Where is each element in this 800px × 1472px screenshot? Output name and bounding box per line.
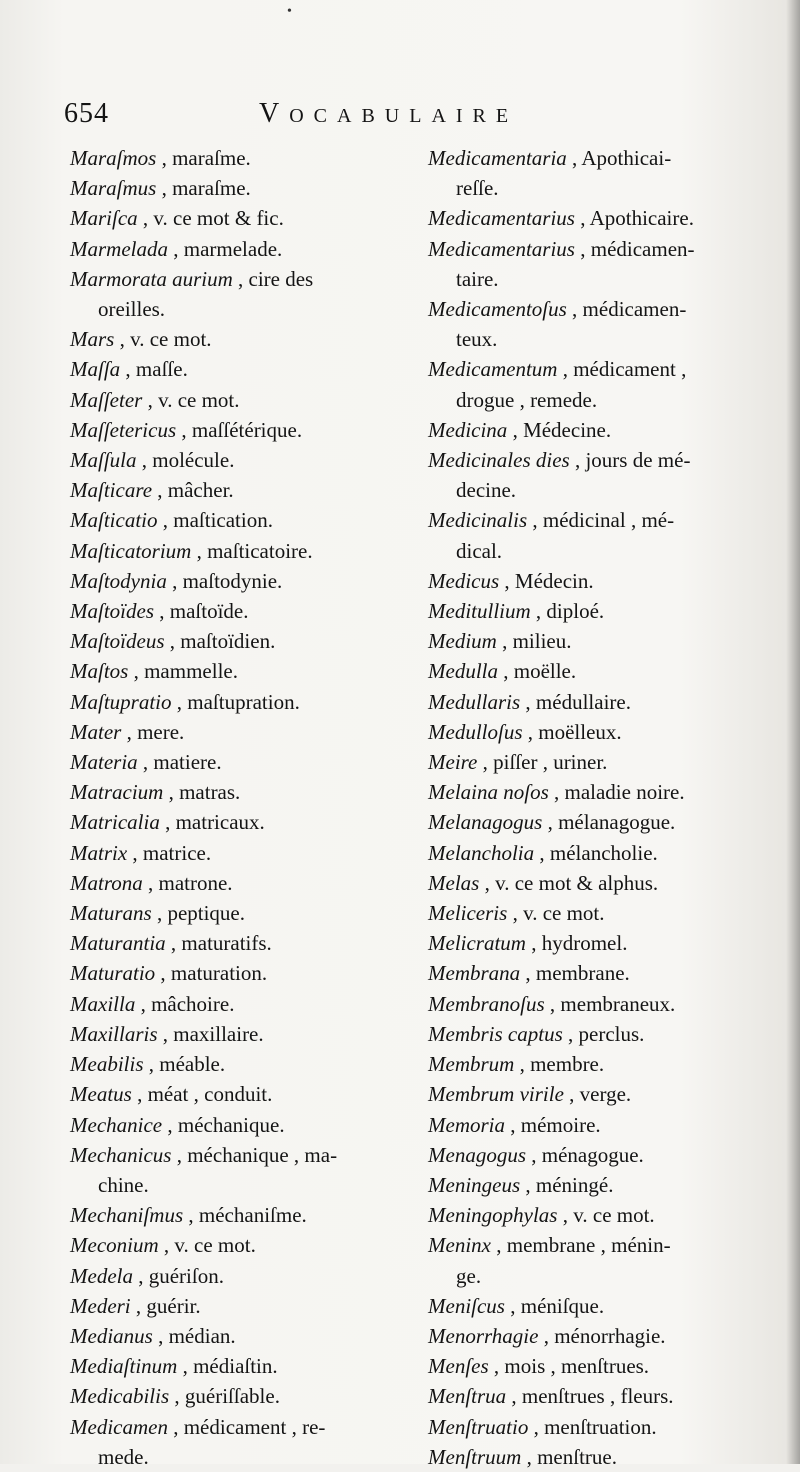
left-column <box>70 143 410 1472</box>
entry-definition: , médiaſtin. <box>177 1354 278 1379</box>
dictionary-entry <box>428 868 773 898</box>
entry-headword: Maraſmos <box>70 146 157 170</box>
entry-headword: Mediaſtinum <box>70 1354 178 1379</box>
entry-definition: , médicament , <box>557 357 687 382</box>
entry-headword: Medicamentarius <box>428 236 575 261</box>
dictionary-entry <box>428 1230 773 1260</box>
entry-definition: , mélancholie. <box>534 840 658 865</box>
entry-headword: Menorrhagie <box>428 1323 539 1348</box>
entry-headword: Maſſula <box>70 448 137 473</box>
dictionary-entry <box>70 324 410 354</box>
dictionary-entry <box>70 1351 410 1381</box>
entry-definition: , maturatifs. <box>165 931 272 956</box>
entry-definition: , peptique. <box>151 901 245 926</box>
entry-definition: , maladie noire. <box>548 780 685 805</box>
dictionary-entry <box>428 143 773 173</box>
entry-headword: Maſtoïdes <box>70 599 154 624</box>
dictionary-entry <box>428 898 773 928</box>
entry-headword: Maſticatio <box>70 508 158 533</box>
entry-headword: Melancholia <box>428 840 535 865</box>
dictionary-entry <box>70 1412 410 1442</box>
dictionary-entry <box>70 1200 410 1230</box>
dictionary-entry <box>428 354 773 384</box>
entry-headword: Marmorata aurium <box>70 266 233 291</box>
entry-definition: , méningé. <box>520 1172 614 1197</box>
entry-definition: , guériſon. <box>132 1263 224 1288</box>
entry-definition: , perclus. <box>562 1021 645 1046</box>
dictionary-entry <box>70 1079 410 1109</box>
entry-definition: , maſtoïdien. <box>164 629 276 654</box>
entry-continuation: reſſe. <box>456 176 499 201</box>
dictionary-entry <box>428 445 773 475</box>
entry-continuation: drogue , remede. <box>456 387 598 412</box>
entry-definition: , membrane. <box>520 961 630 986</box>
entry-definition: , médicinal , mé- <box>527 508 675 533</box>
entry-definition: , matricaux. <box>159 810 265 835</box>
entry-definition: , méchanique , ma- <box>171 1142 338 1167</box>
entry-headword: Meningeus <box>428 1172 521 1197</box>
entry-headword: Meningophylas <box>428 1203 558 1228</box>
entry-headword: Meabilis <box>70 1052 144 1077</box>
entry-headword: Meninx <box>428 1233 491 1258</box>
entry-headword: Menagogus <box>428 1142 526 1167</box>
entry-headword: Matrix <box>70 840 128 865</box>
entry-headword: Medela <box>70 1263 133 1288</box>
entry-headword: Maſticatorium <box>70 538 192 563</box>
entry-headword: Menſes <box>428 1354 489 1379</box>
entry-headword: Menſtruatio <box>428 1414 529 1439</box>
entry-headword: Mars <box>70 327 115 352</box>
dictionary-entry <box>428 415 773 445</box>
entry-definition: , mere. <box>121 719 185 744</box>
entry-continuation: mede. <box>98 1444 149 1469</box>
entry-headword: Medullaris <box>428 689 521 714</box>
entry-headword: Maſtos <box>70 659 129 684</box>
entry-definition: , maraſme. <box>156 176 251 201</box>
dictionary-entry <box>428 234 773 264</box>
dictionary-entry <box>70 596 410 626</box>
entry-definition: , méchaniſme. <box>183 1203 307 1228</box>
page-number: 654 <box>64 98 109 129</box>
entry-headword: Maſtupratio <box>70 689 172 714</box>
entry-definition: , milieu. <box>496 629 572 654</box>
entry-definition: , cire des <box>232 266 314 291</box>
entry-headword: Maſſetericus <box>70 417 177 442</box>
dictionary-entry <box>70 234 410 264</box>
entry-definition: , maxillaire. <box>157 1021 264 1046</box>
dictionary-entry <box>70 747 410 777</box>
dictionary-entry <box>70 626 410 656</box>
entry-definition: , mémoire. <box>505 1112 601 1137</box>
entry-definition: , médicamen- <box>574 236 695 261</box>
dictionary-entry <box>428 1291 773 1321</box>
entry-continuation: dical. <box>456 538 503 563</box>
entry-definition: , moëlleux. <box>522 719 622 744</box>
entry-headword: Materia <box>70 750 138 775</box>
dictionary-entry <box>70 1261 410 1291</box>
entry-continuation: chine. <box>98 1172 149 1197</box>
dictionary-entry <box>428 807 773 837</box>
dictionary-entry <box>70 1230 410 1260</box>
entry-definition: , mélanagogue. <box>542 810 676 835</box>
entry-definition: , matiere. <box>137 750 222 775</box>
entry-headword: Maraſmus <box>70 176 157 201</box>
entry-headword: Maſſeter <box>70 387 143 412</box>
dictionary-entry <box>428 656 773 686</box>
entry-definition: , méat , conduit. <box>131 1082 273 1107</box>
entry-definition: , guériſſable. <box>169 1384 280 1409</box>
dictionary-entry <box>70 536 410 566</box>
entry-headword: Meconium <box>70 1233 159 1258</box>
entry-definition: , verge. <box>563 1082 632 1107</box>
dictionary-entry <box>70 807 410 837</box>
entry-headword: Mechanicus <box>70 1142 172 1167</box>
entry-headword: Medicabilis <box>70 1384 170 1409</box>
entry-definition: , méable. <box>143 1052 226 1077</box>
entry-definition: , menſtrues , fleurs. <box>506 1384 674 1409</box>
entry-headword: Maſticare <box>70 478 153 503</box>
running-title: Vocabulaire <box>259 98 519 129</box>
page-header <box>64 98 584 138</box>
entry-headword: Matrona <box>70 870 143 895</box>
top-dot-ornament: • <box>287 4 292 19</box>
entry-headword: Meniſcus <box>428 1293 505 1318</box>
entry-definition: , médicament , re- <box>167 1414 326 1439</box>
entry-headword: Maſtoïdeus <box>70 629 165 654</box>
entry-definition: , membrane , ménin- <box>490 1233 671 1258</box>
dictionary-entry <box>70 1140 410 1170</box>
dictionary-entry <box>428 1110 773 1140</box>
entry-headword: Medicamentoſus <box>428 297 567 322</box>
entry-headword: Medulla <box>428 659 498 684</box>
entry-definition: , Médecin. <box>499 568 594 593</box>
dictionary-entry <box>70 173 410 203</box>
entry-definition: , marmelade. <box>168 236 283 261</box>
entry-definition: , mois , menſtrues. <box>488 1354 650 1379</box>
entry-headword: Maxilla <box>70 991 136 1016</box>
entry-headword: Maturantia <box>70 931 166 956</box>
entry-definition: , v. ce mot. <box>557 1203 655 1228</box>
entry-continuation: ge. <box>456 1263 482 1288</box>
dictionary-entry <box>428 505 773 535</box>
entry-headword: Medicamen <box>70 1414 168 1439</box>
dictionary-entry <box>70 1321 410 1351</box>
entry-headword: Melanagogus <box>428 810 543 835</box>
entry-definition: , maſtupration. <box>171 689 300 714</box>
entry-headword: Matracium <box>70 780 164 805</box>
dictionary-entry <box>70 143 410 173</box>
entry-definition: , v. ce mot. <box>142 387 240 412</box>
dictionary-entry <box>70 898 410 928</box>
dictionary-entry <box>70 1019 410 1049</box>
dictionary-entry <box>428 928 773 958</box>
dictionary-entry <box>428 1351 773 1381</box>
dictionary-entry <box>70 505 410 535</box>
entry-definition: , diploé. <box>530 599 605 624</box>
dictionary-entry <box>70 989 410 1019</box>
entry-definition: , Médecine. <box>507 417 612 442</box>
entry-headword: Membrum virile <box>428 1082 564 1107</box>
entry-definition: , molécule. <box>136 448 235 473</box>
entry-definition: , v. ce mot. <box>158 1233 256 1258</box>
dictionary-entry <box>428 747 773 777</box>
entry-headword: Medicina <box>428 417 508 442</box>
dictionary-entry <box>428 1170 773 1200</box>
entry-definition: , médullaire. <box>520 689 631 714</box>
entry-definition: , maſtoïde. <box>154 599 249 624</box>
dictionary-entry <box>70 445 410 475</box>
entry-definition: , matrone. <box>142 870 233 895</box>
dictionary-entry <box>428 838 773 868</box>
entry-definition: , méchanique. <box>162 1112 285 1137</box>
entry-definition: , jours de mé- <box>569 448 691 473</box>
entry-headword: Mechaniſmus <box>70 1203 184 1228</box>
entry-definition: , Apothicaire. <box>574 206 694 231</box>
dictionary-entry <box>70 1291 410 1321</box>
dictionary-entry <box>428 1200 773 1230</box>
entry-definition: , mammelle. <box>128 659 238 684</box>
entry-headword: Medicamentaria <box>428 146 567 170</box>
entry-headword: Menſtruum <box>428 1444 522 1469</box>
dictionary-entry <box>70 475 410 505</box>
entry-definition: , maſtication. <box>157 508 273 533</box>
entry-headword: Memoria <box>428 1112 505 1137</box>
entry-definition: , membraneux. <box>544 991 676 1016</box>
entry-definition: , guérir. <box>130 1293 201 1318</box>
dictionary-entry <box>428 626 773 656</box>
entry-definition: , maſſétérique. <box>176 417 303 442</box>
dictionary-entry <box>70 958 410 988</box>
dictionary-entry <box>428 1321 773 1351</box>
dictionary-entry <box>428 1442 773 1472</box>
dictionary-entry <box>428 1381 773 1411</box>
entry-definition: , v. ce mot & alphus. <box>479 870 659 895</box>
entry-definition: , ménagogue. <box>526 1142 644 1167</box>
entry-definition: , menſtrue. <box>521 1444 617 1469</box>
entry-headword: Medulloſus <box>428 719 523 744</box>
entry-definition: , piſſer , uriner. <box>477 750 608 775</box>
dictionary-entry <box>70 203 410 233</box>
entry-definition: , hydromel. <box>525 931 628 956</box>
entry-definition: , maſſe. <box>120 357 188 382</box>
entry-definition: , maturation. <box>155 961 268 986</box>
dictionary-entry <box>428 1019 773 1049</box>
entry-definition: , mâchoire. <box>135 991 235 1016</box>
dictionary-entry <box>428 717 773 747</box>
entry-definition: , maſticatoire. <box>191 538 313 563</box>
right-column <box>428 143 773 1472</box>
entry-headword: Maxillaris <box>70 1021 158 1046</box>
dictionary-entry <box>428 1079 773 1109</box>
dictionary-entry <box>70 264 410 294</box>
dictionary-entry <box>428 777 773 807</box>
entry-headword: Medicamentarius <box>428 206 575 231</box>
entry-headword: Matricalia <box>70 810 160 835</box>
entry-definition: , méniſque. <box>504 1293 605 1318</box>
entry-definition: , v. ce mot. <box>507 901 605 926</box>
dictionary-entry <box>70 385 410 415</box>
dictionary-entry <box>70 717 410 747</box>
entry-headword: Menſtrua <box>428 1384 507 1409</box>
dictionary-entry <box>70 838 410 868</box>
entry-definition: , maſtodynie. <box>166 568 283 593</box>
dictionary-entry <box>70 868 410 898</box>
entry-headword: Maſtodynia <box>70 568 167 593</box>
entry-continuation: teux. <box>456 327 498 352</box>
entry-headword: Medianus <box>70 1323 153 1348</box>
entry-definition: , matras. <box>163 780 241 805</box>
page-edge-shadow <box>786 0 800 1464</box>
dictionary-entry <box>70 415 410 445</box>
entry-headword: Medicus <box>428 568 500 593</box>
entry-headword: Meatus <box>70 1082 132 1107</box>
entry-definition: , matrice. <box>127 840 212 865</box>
entry-definition: , Apothicai- <box>566 146 672 170</box>
entry-headword: Mechanice <box>70 1112 163 1137</box>
dictionary-entry <box>70 566 410 596</box>
entry-headword: Membranoſus <box>428 991 545 1016</box>
dictionary-entry <box>70 656 410 686</box>
dictionary-entry <box>428 596 773 626</box>
entry-headword: Medicamentum <box>428 357 558 382</box>
dictionary-entry <box>428 294 773 324</box>
entry-headword: Medicinalis <box>428 508 528 533</box>
dictionary-entry <box>428 687 773 717</box>
entry-headword: Marmelada <box>70 236 168 261</box>
entry-headword: Membrana <box>428 961 521 986</box>
entry-headword: Membris captus <box>428 1021 563 1046</box>
dictionary-entry <box>70 354 410 384</box>
dictionary-entry <box>428 1049 773 1079</box>
entry-headword: Mederi <box>70 1293 131 1318</box>
dictionary-entry <box>70 687 410 717</box>
entry-headword: Melas <box>428 870 480 895</box>
entry-definition: , mâcher. <box>152 478 234 503</box>
entry-headword: Mariſca <box>70 206 138 231</box>
dictionary-entry <box>428 1140 773 1170</box>
entry-headword: Mater <box>70 719 122 744</box>
dictionary-entry <box>428 566 773 596</box>
entry-continuation: decine. <box>456 478 517 503</box>
dictionary-entry <box>70 777 410 807</box>
entry-headword: Maſſa <box>70 357 121 382</box>
dictionary-entry <box>428 1412 773 1442</box>
entry-headword: Maturans <box>70 901 152 926</box>
entry-definition: , médicamen- <box>566 297 687 322</box>
dictionary-entry <box>70 1110 410 1140</box>
entry-headword: Melicratum <box>428 931 526 956</box>
entry-continuation: taire. <box>456 266 499 291</box>
entry-headword: Membrum <box>428 1052 515 1077</box>
dictionary-entry <box>70 1381 410 1411</box>
entry-definition: , médian. <box>152 1323 236 1348</box>
entry-definition: , maraſme. <box>156 146 251 170</box>
entry-headword: Meliceris <box>428 901 508 926</box>
entry-definition: , moëlle. <box>497 659 577 684</box>
dictionary-entry <box>428 989 773 1019</box>
dictionary-entry <box>70 928 410 958</box>
dictionary-entry <box>428 958 773 988</box>
dictionary-entry <box>70 1049 410 1079</box>
entry-definition: , menſtruation. <box>528 1414 657 1439</box>
entry-headword: Melaina noſos <box>428 780 549 805</box>
entry-definition: , membre. <box>514 1052 605 1077</box>
entry-headword: Meire <box>428 750 478 775</box>
entry-definition: , ménorrhagie. <box>538 1323 666 1348</box>
entry-definition: , v. ce mot & fic. <box>137 206 284 231</box>
entry-headword: Medicinales dies <box>428 448 570 473</box>
entry-headword: Medium <box>428 629 497 654</box>
entry-continuation: oreilles. <box>98 297 166 322</box>
entry-headword: Meditullium <box>428 599 531 624</box>
entry-definition: , v. ce mot. <box>114 327 212 352</box>
entry-headword: Maturatio <box>70 961 156 986</box>
dictionary-entry <box>428 203 773 233</box>
